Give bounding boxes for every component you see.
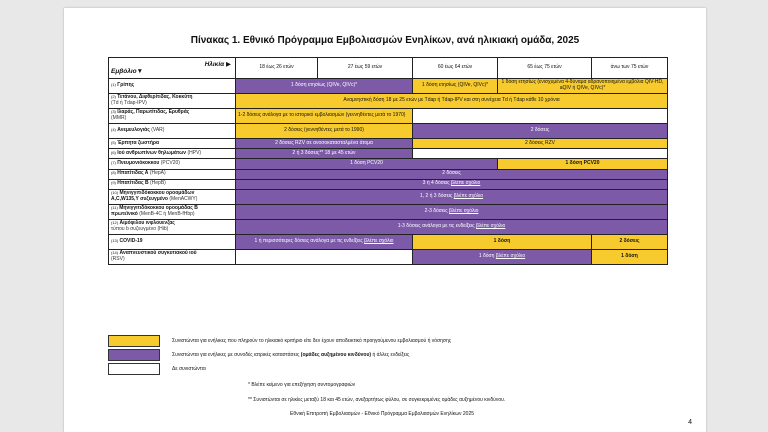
table-row [109,189,668,204]
vaccine-name-mmr: $^{(3)}$ Ιλαράς, Παρωτίτιδας, Ερυθράς (MMR) [109,109,236,124]
cell-rzv-60-plus: 2 δόσεις RZV [413,139,668,149]
vaccine-name-menb: $^{(11)}$ Μηνιγγιτιδόκοκκου οροομάδας Β πρωτεϊνικό (MenB-4C ή MenB-fHbp) [109,204,236,219]
age-col-18-26: 18 έως 26 ετών [236,58,318,79]
cell-rsv-75-plus: 1 δόση [592,249,668,264]
cell-tdap-all: Αναμνηστική δόση 18 με 25 ετών με Tdap ή Tdap-IPV και στη συνέχεια Td ή Tdap κάθε 10 χρόνια [236,94,668,109]
vaccine-name-hpv: $^{(6)}$ Ιού ανθρωπίνων θηλωμάτων (HPV) [109,149,236,159]
vaccine-header-label: Εμβόλιο▼ [111,68,144,75]
table-row [109,79,668,94]
vaccine-name-flu: $^{(1)}$ Γρίπης [109,79,236,94]
cell-menb-all: 2-3 δόσεις βλέπε σχόλιο [236,204,668,219]
vaccine-name-menacwy: $^{(10)}$ Μηνιγγιτιδόκοκκου οροομάδων A,C,W135,Y συζευγμένο (MenACWY) [109,189,236,204]
page-number: 4 [688,419,692,426]
cell-hib-all: 1-3 δόσεις ανάλογα με τις ενδείξεις βλέπε σχόλιο [236,219,668,234]
table-row [109,219,668,234]
age-col-27-59: 27 έως 59 ετών [318,58,413,79]
document-page [64,8,706,432]
cell-hepa-all: 2 δόσεις [236,169,668,179]
cell-rzv-18-59: 2 δόσεις RZV σε ανοσοκατασταλμένα άτομα [236,139,413,149]
table-row [109,179,668,189]
cell-flu-60-64: 1 δόση ετησίως (QIVe, QIVc)* [413,79,498,94]
vaccine-name-covid: $^{(13)}$ COVID-19 [109,234,236,249]
cell-mmr-18-59: 1-2 δόσεις ανάλογα με το ιστορικό εμβολιασμών (γεννηθέντες μετά το 1970) [236,109,413,124]
cell-pcv-18-64: 1 δόση PCV20 [236,159,498,169]
page-title: Πίνακας 1. Εθνικό Πρόγραμμα Εμβολιασμών Ενηλίκων, ανά ηλικιακή ομάδα, 2025 [190,35,580,46]
age-header-label: Ηλικία ▶ [204,60,231,68]
legend-swatch-purple [108,349,160,361]
see-comment-link[interactable]: βλέπε σχόλιο [364,238,394,245]
legend-swatch-white [108,363,160,375]
vaccine-name-var: $^{(4)}$ Ανεμευλογιάς (VAR) [109,124,236,139]
cell-flu-18-59: 1 δόση ετησίως (QIVe, QIVc)* [236,79,413,94]
table-row [109,149,668,159]
cell-rsv-18-59 [236,249,413,264]
header-corner-cell [109,58,236,79]
vaccination-schedule-table [108,57,668,265]
see-comment-link[interactable]: βλέπε σχόλιο [449,208,479,215]
cell-var-60-plus: 2 δόσεις [413,124,668,139]
vaccine-name-hib: $^{(12)}$ Αιμόφιλου ινφλουενζας τύπου b συζευγμένο (Hib) [109,219,236,234]
vaccine-name-rzv: $^{(5)}$ Έρπητα ζωστήρα [109,139,236,149]
cell-covid-60-75: 1 δόση [413,234,592,249]
vaccine-name-hepa: $^{(8)}$ Ηπατίτιδας Α (HepA) [109,169,236,179]
table-row [109,159,668,169]
legend-text-purple: Συνιστώνται για ενήλικες με συνοδές ιατρικές καταστάσεις (ομάδες αυξημένου κινδύνου) ή άλλες ενδείξεις [172,352,410,358]
vaccine-name-hepb: $^{(9)}$ Ηπατίτιδας Β (HepB) [109,179,236,189]
table-row [109,169,668,179]
cell-var-18-59: 2 δόσεις (γεννηθέντες μετά το 1990) [236,124,413,139]
legend-text-white: Δε συνιστώνται [172,366,206,372]
table-row [109,234,668,249]
cell-hpv-60-plus [413,149,668,159]
legend-swatch-yellow [108,335,160,347]
age-col-75-plus: άνω των 75 ετών [592,58,668,79]
vaccine-name-pcv: $^{(7)}$ Πνευμονιόκοκκου (PCV20) [109,159,236,169]
cell-menacwy-all: 1, 2 ή 3 δόσεις βλέπε σχόλιο [236,189,668,204]
footer-text: Εθνική Επιτροπή Εμβολιασμών - Εθνικό Πρόγραμμα Εμβολιασμών Ενηλίκων 2025 [290,411,475,417]
table-row [109,109,668,124]
note-abbreviations: * Βλέπε κείμενο για επεξήγηση συντομογραφιών [248,382,356,388]
table-row [109,94,668,109]
cell-hpv-18-59: 2 ή 3 δόσεις** 18 με 45 ετών [236,149,413,159]
cell-mmr-60-plus [413,109,668,124]
cell-covid-18-59: 1 ή περισσότερες δόσεις ανάλογα με τις ενδείξεις βλέπε σχόλιο [236,234,413,249]
cell-pcv-65-plus: 1 δόση PCV20 [498,159,668,169]
table-header-row [109,58,668,79]
age-col-65-75: 65 έως 75 ετών [498,58,592,79]
cell-flu-65-plus: 1 δόση ετησίως (ενισχυμένα 4-δύναμα αδρανοποιημένα εμβόλια QIV-HD, aQIV ή QIVe, QIVc)* [498,79,668,94]
vaccine-name-tdap: $^{(2)}$ Τετάνου, Διφθερίτιδας, Κοκκύτη (Td ή Tdap-IPV) [109,94,236,109]
legend-text-yellow: Συνιστώνται για ενήλικες που πληρούν το ηλικιακό κριτήριο είτε δεν έχουν αποδεικτικό προηγούμενου εμβολιασμού ή νόσησης [172,338,452,344]
see-comment-link[interactable]: βλέπε σχόλιο [495,253,526,260]
cell-hepb-all: 3 ή 4 δόσεις βλέπε σχόλιο [236,179,668,189]
see-comment-link[interactable]: βλέπε σχόλιο [453,193,484,200]
table-row [109,249,668,264]
table-row [109,204,668,219]
table-row [109,139,668,149]
cell-covid-75-plus: 2 δόσεις [592,234,668,249]
table-row [109,124,668,139]
cell-rsv-60-75: 1 δόση βλέπε σχόλιο [413,249,592,264]
note-hpv: ** Συνιστώνται σε ηλικίες μεταξύ 18 και 45 ετών, ανεξαρτήτως φύλου, σε συγκεκριμένες ομάδες αυξημένου κινδύνου. [248,397,506,403]
see-comment-link[interactable]: βλέπε σχόλιο [475,223,506,230]
age-col-60-64: 60 έως 64 ετών [413,58,498,79]
see-comment-link[interactable]: βλέπε σχόλιο [450,180,481,187]
vaccine-name-rsv: $^{(14)}$ Αναπνευστικού συγκυτιακού ιού (RSV) [109,249,236,264]
